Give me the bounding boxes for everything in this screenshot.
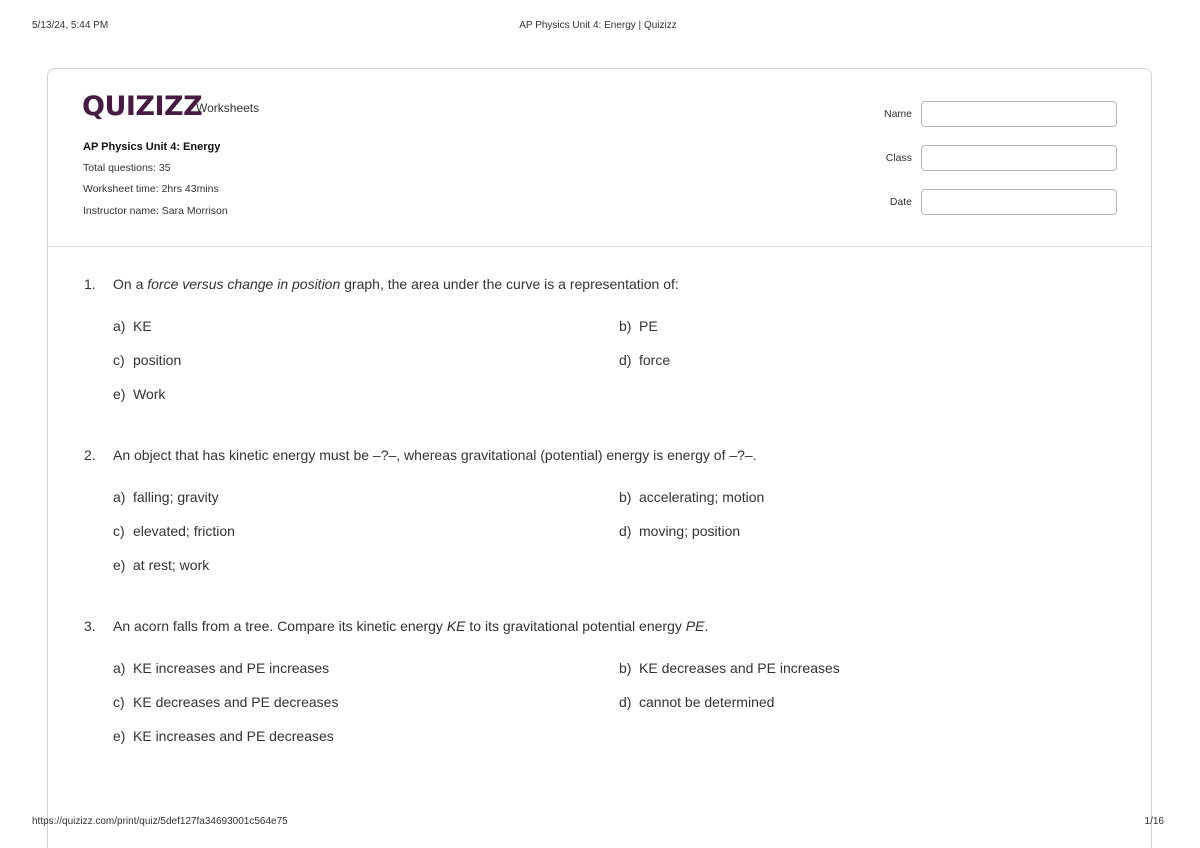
question-3 [84, 618, 1124, 768]
print-header [32, 20, 1164, 36]
option-d: d) cannot be determined [619, 694, 775, 710]
worksheet-title: AP Physics Unit 4: Energy [83, 141, 221, 153]
name-field [848, 101, 1118, 127]
option-c: c) KE decreases and PE decreases [113, 694, 339, 710]
option-c: c) position [113, 352, 182, 368]
option-b: b) PE [619, 318, 658, 334]
option-b: b) accelerating; motion [619, 489, 765, 505]
question-number: 1. [84, 276, 96, 292]
instructor-name: Instructor name: Sara Morrison [83, 205, 228, 217]
question-text: An acorn falls from a tree. Compare its kinetic energy KE to its gravitational potential energy PE. [113, 618, 709, 634]
option-a: a) KE increases and PE increases [113, 660, 330, 676]
print-url[interactable]: https://quizizz.com/print/quiz/5def127fa34693001c564e75 [32, 816, 288, 827]
option-e: e) KE increases and PE decreases [113, 728, 334, 744]
question-2 [84, 447, 1124, 597]
worksheets-label: Worksheets [196, 101, 260, 115]
print-date: 5/13/24, 5:44 PM [32, 20, 109, 31]
date-field [848, 189, 1118, 215]
question-text: An object that has kinetic energy must be –?–, whereas gravitational (potential) energy is energy of –?–. [113, 447, 757, 463]
worksheet-time: Worksheet time: 2hrs 43mins [83, 183, 219, 195]
option-d: d) moving; position [619, 523, 741, 539]
option-c: c) elevated; friction [113, 523, 235, 539]
name-input[interactable] [921, 101, 1117, 127]
quizizz-logo[interactable]: QUIZIZZ [82, 91, 203, 122]
page-number: 1/16 [1144, 816, 1164, 827]
total-questions: Total questions: 35 [83, 162, 171, 174]
worksheet-card [47, 68, 1152, 848]
option-e: e) Work [113, 386, 166, 402]
option-a: a) KE [113, 318, 152, 334]
class-field [848, 145, 1118, 171]
option-e: e) at rest; work [113, 557, 210, 573]
question-text: On a force versus change in position graph, the area under the curve is a representation of: [113, 276, 679, 292]
class-label: Class [885, 152, 912, 164]
question-number: 2. [84, 447, 96, 463]
option-b: b) KE decreases and PE increases [619, 660, 840, 676]
date-input[interactable] [921, 189, 1117, 215]
print-footer [32, 816, 1164, 832]
question-number: 3. [84, 618, 96, 634]
date-label: Date [889, 196, 912, 208]
option-a: a) falling; gravity [113, 489, 219, 505]
name-label: Name [883, 108, 912, 120]
print-page-title: AP Physics Unit 4: Energy | Quizizz [519, 20, 677, 31]
class-input[interactable] [921, 145, 1117, 171]
question-1 [84, 276, 1124, 426]
worksheet-header [48, 69, 1151, 247]
option-d: d) force [619, 352, 671, 368]
